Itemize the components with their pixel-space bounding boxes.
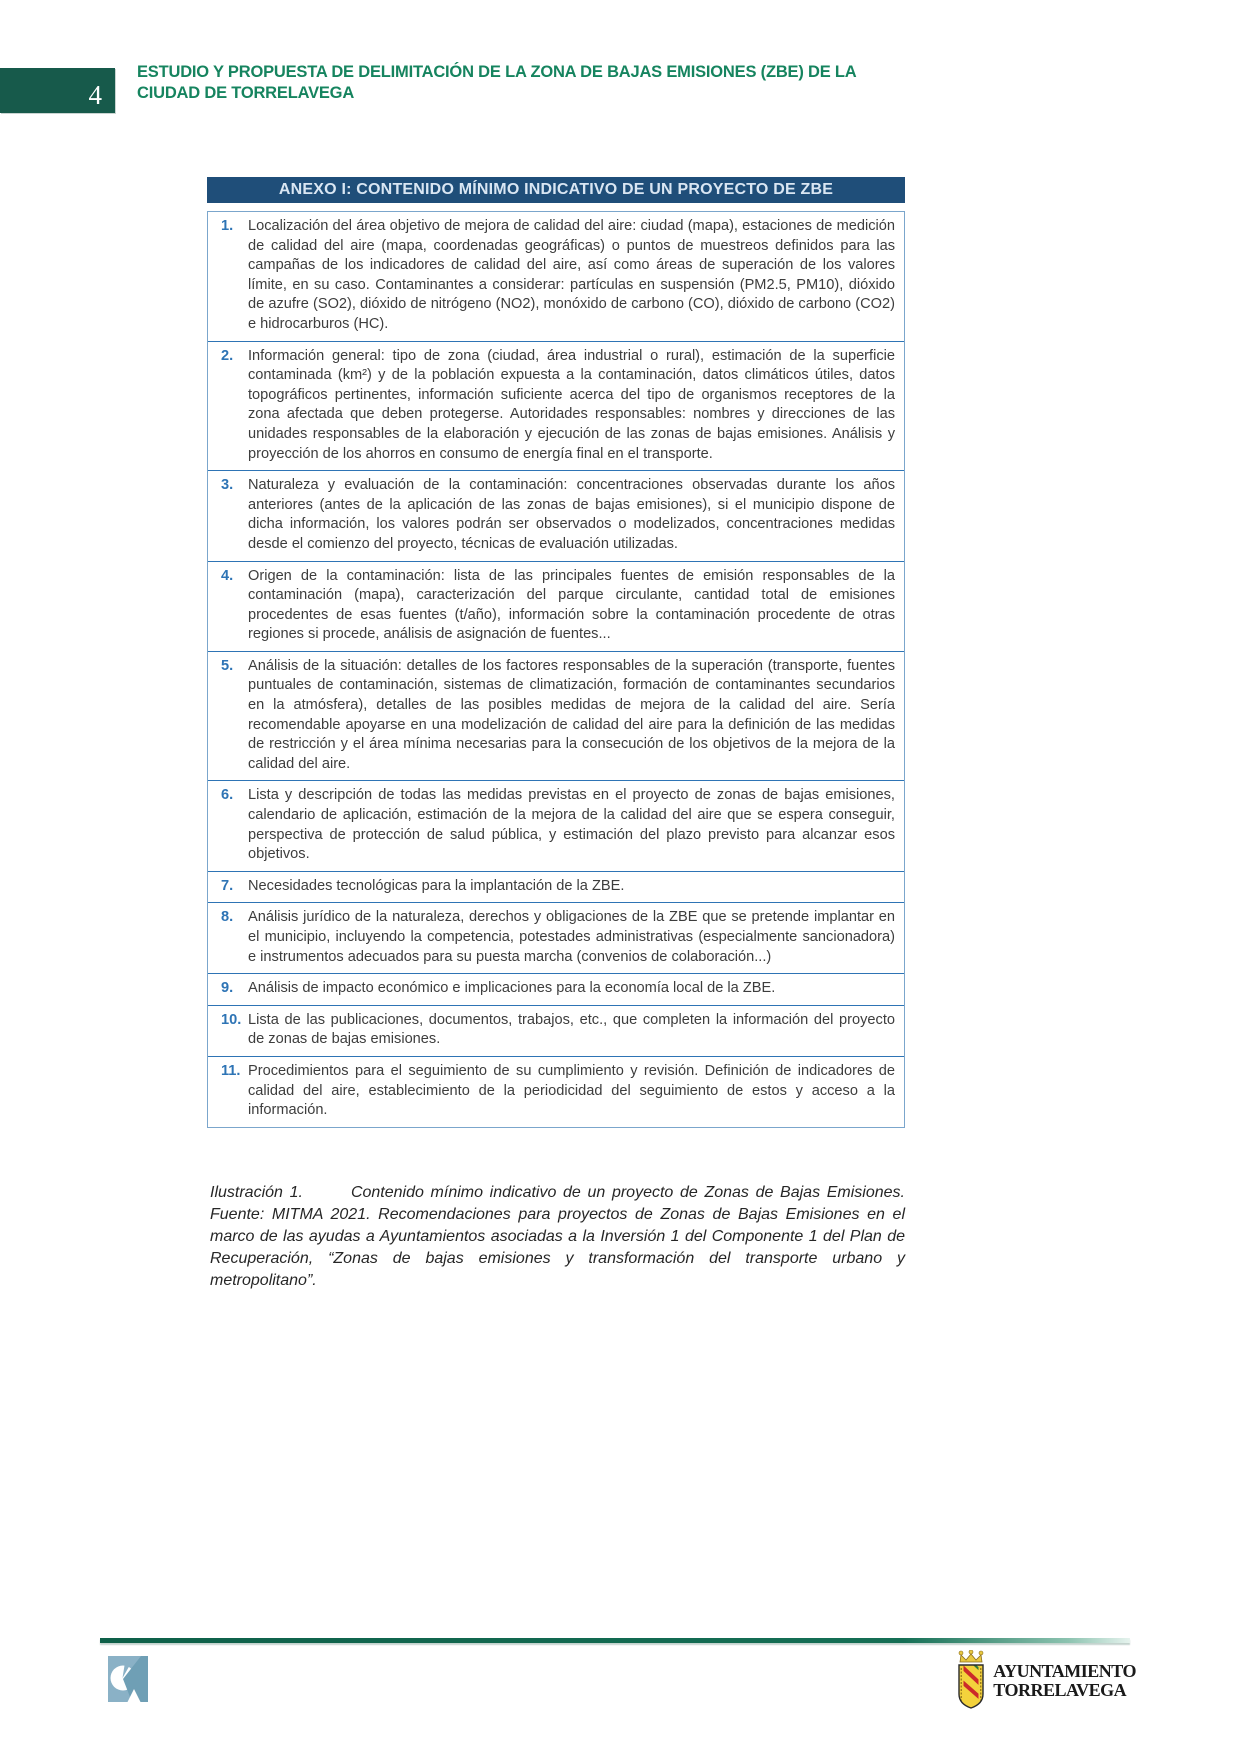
table-row — [208, 212, 904, 341]
item-number: 4. — [221, 567, 234, 584]
item-number: 6. — [221, 787, 234, 804]
table-row — [208, 871, 904, 903]
item-text: Localización del área objetivo de mejora de calidad del aire: ciudad (mapa), estaciones de medición de calidad del aire (mapa, coordenadas geográficas) o puntos de muestreos definidos para las campañas de los indicadores de calidad del aire, así como áreas de superación de los valores límite, en su caso. Contaminantes a considerar: partículas en suspensión (PM2.5, PM10), dióxido de azufre (SO2), dióxido de nitrógeno (NO2), monóxido de carbono (CO), dióxido de carbono (CO2) e hidrocarburos (HC). — [248, 218, 895, 332]
table-row — [208, 780, 904, 870]
table-row — [208, 470, 904, 560]
anexo-table-title: ANEXO I: CONTENIDO MÍNIMO INDICATIVO DE UN PROYECTO DE ZBE — [207, 177, 905, 203]
item-number: 7. — [221, 877, 234, 894]
item-number: 1. — [221, 218, 234, 234]
item-text: Análisis de la situación: detalles de los factores responsables de la superación (transporte, fuentes puntuales de contaminación, sistemas de climatización, formación de contaminantes secundarios en la atmósfera), detalles de las posibles medidas de mejora de la calidad del aire. Sería recomendable apoyarse en una modelización de calidad del aire para la definición de las medidas de restricción y el área mínima necesarias para la consecución de los objetivos de la mejora de la calidad del aire. — [248, 657, 895, 772]
table-row — [208, 651, 904, 781]
table-row — [208, 341, 904, 471]
torrelavega-coat-of-arms-icon — [955, 1650, 987, 1712]
item-text: Naturaleza y evaluación de la contaminación: concentraciones observadas durante los años anteriores (antes de la aplicación de las zonas de bajas emisiones), si el municipio dispone de dicha información, los valores podrán ser observados o modelizados, concentraciones medidas desde el comienzo del proyecto, técnicas de evaluación utilizadas. — [248, 477, 895, 552]
item-number: 9. — [221, 980, 234, 997]
table-row — [208, 1056, 904, 1127]
caption-label: Ilustración 1. — [210, 1184, 303, 1201]
document-header-title — [137, 62, 897, 104]
item-number: 5. — [221, 657, 234, 674]
page-number: 4 — [88, 80, 102, 110]
item-text: Análisis jurídico de la naturaleza, derechos y obligaciones de la ZBE que se pretende implantar en el municipio, incluyendo la competencia, potestades administrativas (especialmente sancionadora) e instrumentos adecuados para su puesta marcha (convenios de colaboración...) — [248, 909, 895, 965]
table-row — [208, 973, 904, 1005]
illustration-caption — [210, 1182, 905, 1292]
item-number: 8. — [221, 909, 234, 926]
footer-divider-line — [100, 1638, 1130, 1643]
consultant-logo-icon — [108, 1656, 148, 1702]
org-line1: AYUNTAMIENTO — [993, 1661, 1136, 1681]
item-text: Información general: tipo de zona (ciudad, área industrial o rural), estimación de la superficie contaminada (km²) y de la población expuesta a la contaminación, datos climáticos útiles, datos topográficos pertinentes, información suficiente acerca del tipo de organismos receptores de la zona afectada que deben protegerse. Autoridades responsables: nombres y direcciones de las unidades responsables de la elaboración y ejecución de las zonas de bajas emisiones. Análisis y proyección de los ahorros en consumo de energía final en el transporte. — [248, 347, 895, 462]
item-text: Lista y descripción de todas las medidas previstas en el proyecto de zonas de bajas emisiones, calendario de aplicación, estimación de la mejora de la calidad del aire que se espera conseguir, perspectiva de protección de salud pública, y estimación del plazo previsto para alcanzar esos objetivos. — [248, 787, 895, 863]
caption-body: Contenido mínimo indicativo de un proyecto de Zonas de Bajas Emisiones. Fuente: MITMA 2021. Recomendaciones para proyectos de Zonas de Bajas Emisiones en el marco de las ayudas a Ayuntamientos asociadas a la Inversión 1 del Componente 1 del Plan de Recuperación, “Zonas de bajas emisiones y transformación del transporte urbano y metropolitano”. — [210, 1184, 905, 1289]
item-number: 10. — [221, 1011, 242, 1028]
page-number-block — [0, 68, 115, 113]
org-line2: TORRELAVEGA — [993, 1680, 1127, 1700]
table-row — [208, 1005, 904, 1056]
item-text: Análisis de impacto económico e implicaciones para la economía local de la ZBE. — [248, 980, 776, 997]
header-title-line2: CIUDAD DE TORRELAVEGA — [137, 84, 355, 102]
table-row — [208, 561, 904, 651]
item-number: 11. — [221, 1062, 241, 1079]
item-text: Origen de la contaminación: lista de las principales fuentes de emisión responsables de la contaminación (mapa), caracterización del parque circulante, cantidad total de emisiones procedentes de esas fuentes (t/año), información sobre la contaminación procedente de otras regiones si procede, análisis de asignación de fuentes... — [248, 567, 895, 643]
ayuntamiento-logo — [955, 1650, 1136, 1712]
item-text: Necesidades tecnológicas para la implantación de la ZBE. — [248, 877, 625, 894]
anexo-table — [207, 211, 905, 1128]
item-number: 2. — [221, 347, 234, 364]
anexo-section — [207, 177, 905, 1128]
table-row — [208, 902, 904, 973]
item-number: 3. — [221, 477, 234, 494]
item-text: Lista de las publicaciones, documentos, trabajos, etc., que completen la información del proyecto de zonas de bajas emisiones. — [248, 1011, 895, 1048]
header-title-line1: ESTUDIO Y PROPUESTA DE DELIMITACIÓN DE LA ZONA DE BAJAS EMISIONES (ZBE) DE LA — [137, 63, 857, 81]
item-text: Procedimientos para el seguimiento de su cumplimiento y revisión. Definición de indicadores de calidad del aire, establecimiento de la periodicidad del seguimiento de estos y acceso a la información. — [248, 1062, 895, 1119]
ayuntamiento-text — [993, 1662, 1136, 1700]
